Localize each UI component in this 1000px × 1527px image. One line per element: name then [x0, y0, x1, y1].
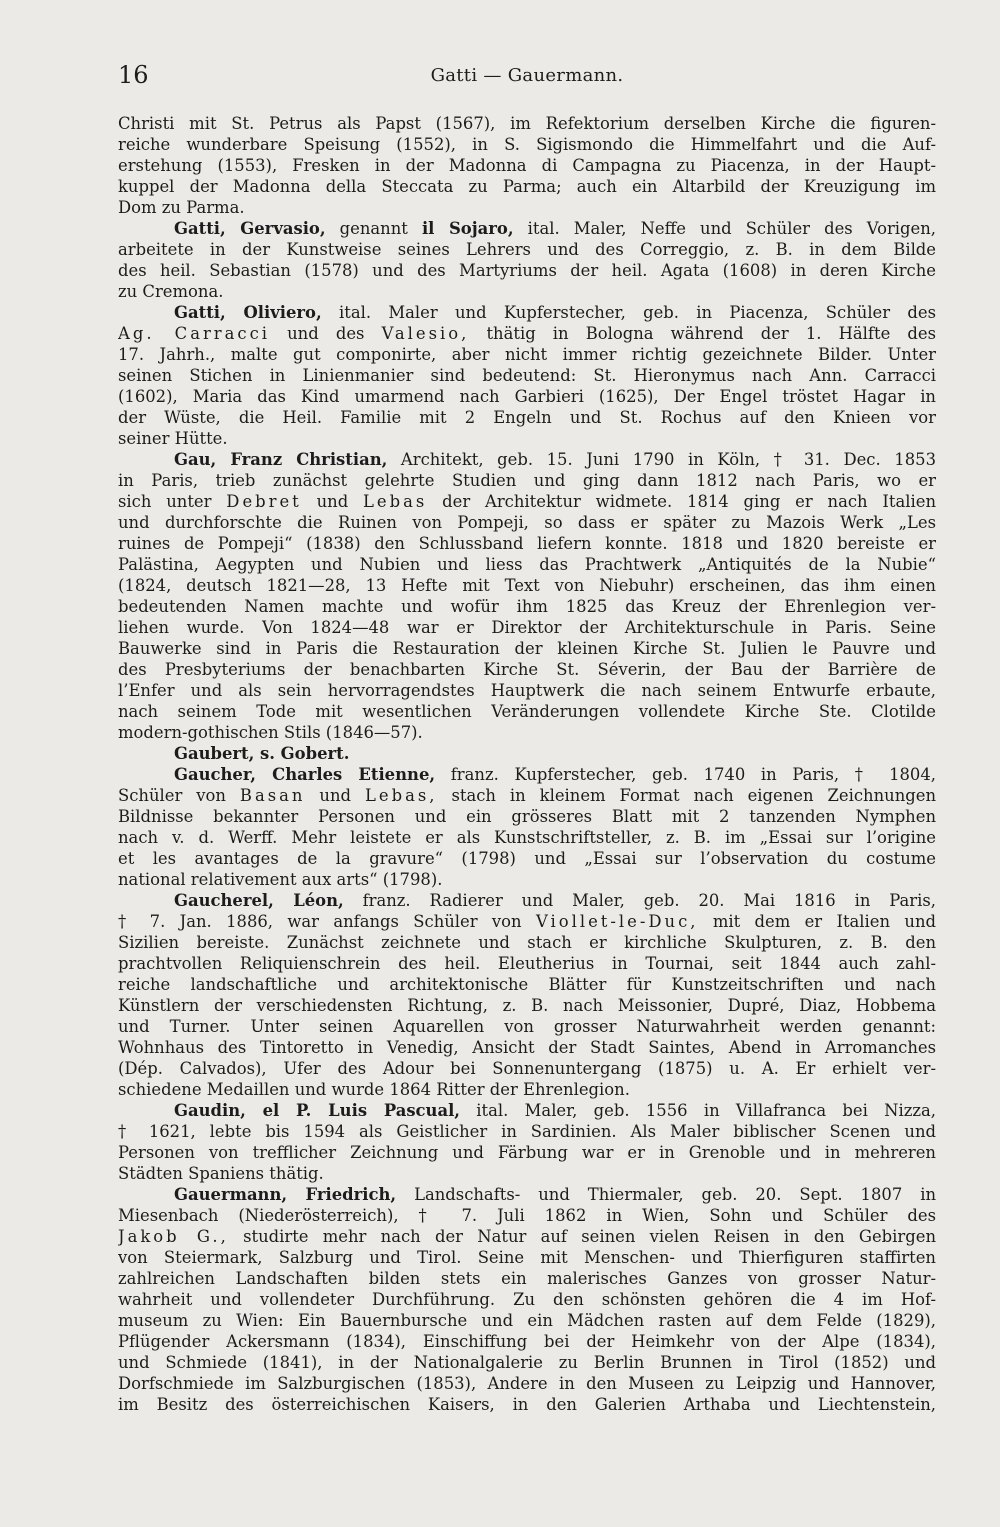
- text-run: Bildnisse bekannter Personen und ein grösseres Blatt mit 2 tanzenden Nymphen: [118, 807, 936, 826]
- text-run: Architekt, geb. 15. Juni 1790 in Köln, † 31. Dec. 1853: [387, 450, 936, 469]
- text-line: [118, 806, 936, 827]
- text-run: Künstlern der verschiedensten Richtung, z. B. nach Meissonier, Dupré, Diaz, Hobbema: [118, 996, 936, 1015]
- text-line: [118, 911, 936, 932]
- text-line: [118, 197, 936, 218]
- text-run: und Schmiede (1841), in der Nationalgalerie zu Berlin Brunnen in Tirol (1852) und: [118, 1353, 936, 1372]
- text-line: [118, 239, 936, 260]
- text-line: [118, 1352, 936, 1373]
- text-run: im Besitz des österreichischen Kaisers, in den Galerien Arthaba und Liechtenstein,: [118, 1395, 936, 1414]
- text-line: [118, 470, 936, 491]
- text-run: 17. Jahrh., malte gut componirte, aber nicht immer richtig gezeichnete Bilder. Unter: [118, 345, 936, 364]
- text-line: [118, 953, 936, 974]
- text-line: [118, 1163, 936, 1184]
- entry-headword: Gau, Franz Christian,: [174, 450, 388, 469]
- text-run: Bauwerke sind in Paris die Restauration der kleinen Kirche St. Julien le Pauvre und: [118, 639, 936, 658]
- text-run: schiedene Medaillen und wurde 1864 Ritter der Ehrenlegion.: [118, 1080, 630, 1099]
- text-line: [118, 617, 936, 638]
- text-line: [118, 1226, 936, 1247]
- entry-headword: il Sojaro,: [421, 219, 514, 238]
- text-run: seiner Hütte.: [118, 429, 228, 448]
- spaced-name: Debret: [226, 492, 302, 511]
- text-line: [118, 386, 936, 407]
- text-line: [118, 512, 936, 533]
- text-run: franz. Kupferstecher, geb. 1740 in Paris, † 1804,: [435, 765, 936, 784]
- page-number: 16: [118, 61, 149, 89]
- text-run: reiche landschaftliche und architektonische Blätter für Kunstzeitschriften und nach: [118, 975, 936, 994]
- text-line: [118, 449, 936, 470]
- text-line: [118, 659, 936, 680]
- text-line: [118, 1289, 936, 1310]
- spaced-name: Ag. Carracci: [118, 324, 271, 343]
- text-run: stach in kleinem Format nach eigenen Zeichnungen: [437, 786, 936, 805]
- text-run: ruines de Pompeji“ (1838) den Schlussband liefern konnte. 1818 und 1820 bereiste er: [118, 534, 936, 553]
- text-run: und des: [270, 324, 382, 343]
- text-run: und durchforschte die Ruinen von Pompeji, so dass er später zu Mazois Werk „Les: [118, 513, 936, 532]
- text-run: Wohnhaus des Tintoretto in Venedig, Ansicht der Stadt Saintes, Abend in Arromanches: [118, 1038, 936, 1057]
- text-run: erstehung (1553), Fresken in der Madonna di Campagna zu Piacenza, in der Haupt-: [118, 156, 936, 175]
- text-run: ital. Maler, geb. 1556 in Villafranca bei Nizza,: [460, 1101, 936, 1120]
- entry-headword: Gatti, Gervasio,: [174, 219, 326, 238]
- text-line: [118, 407, 936, 428]
- text-line: [118, 491, 936, 512]
- spaced-name: Lebas: [363, 492, 428, 511]
- text-run: arbeitete in der Kunstweise seines Lehrers und des Correggio, z. B. in dem Bilde: [118, 240, 936, 259]
- text-line: [118, 1016, 936, 1037]
- text-run: Pflügender Ackersmann (1834), Einschiffung bei der Heimkehr von der Alpe (1834),: [118, 1332, 936, 1351]
- text-run: liehen wurde. Von 1824—48 war er Direktor der Architekturschule in Paris. Seine: [118, 618, 936, 637]
- text-line: [118, 1079, 936, 1100]
- text-line: [118, 722, 936, 743]
- text-run: modern-gothischen Stils (1846—57).: [118, 723, 423, 742]
- text-line: [118, 1205, 936, 1226]
- text-run: Dom zu Parma.: [118, 198, 245, 217]
- text-run: zahlreichen Landschaften bilden stets ein malerisches Ganzes von grosser Natur-: [118, 1269, 936, 1288]
- text-run: nach seinem Tode mit wesentlichen Veränderungen vollendete Kirche Ste. Clotilde: [118, 702, 936, 721]
- text-line: [118, 302, 936, 323]
- page-header: [118, 60, 936, 94]
- text-run: Sizilien bereiste. Zunächst zeichnete und stach er kirchliche Skulpturen, z. B. den: [118, 933, 936, 952]
- text-line: [118, 1394, 936, 1415]
- text-run: seinen Stichen in Linienmanier sind bedeutend: St. Hieronymus nach Ann. Carracci: [118, 366, 936, 385]
- spaced-name: Valesio,: [381, 324, 470, 343]
- entry-headword: Gaubert, s. Gobert.: [174, 744, 350, 763]
- text-run: ital. Maler, Neffe und Schüler des Vorigen,: [513, 219, 936, 238]
- text-run: (1824, deutsch 1821—28, 13 Hefte mit Text von Niebuhr) erscheinen, das ihm einen: [118, 576, 936, 595]
- text-run: des Presbyteriums der benachbarten Kirche St. Séverin, der Bau der Barrière de: [118, 660, 936, 679]
- text-run: und: [301, 492, 364, 511]
- text-run: ital. Maler und Kupferstecher, geb. in Piacenza, Schüler des: [321, 303, 936, 322]
- text-run: von Steiermark, Salzburg und Tirol. Seine mit Menschen- und Thierfiguren staffirten: [118, 1248, 936, 1267]
- entry-headword: Gaucher, Charles Etienne,: [174, 765, 436, 784]
- text-line: [118, 1310, 936, 1331]
- text-run: zu Cremona.: [118, 282, 224, 301]
- text-line: [118, 1247, 936, 1268]
- entry-headword: Gauermann, Friedrich,: [174, 1185, 397, 1204]
- text-run: † 1621, lebte bis 1594 als Geistlicher in Sardinien. Als Maler biblischer Scenen und: [118, 1122, 936, 1141]
- text-line: [118, 638, 936, 659]
- text-line: [118, 743, 936, 764]
- text-line: [118, 113, 936, 134]
- text-line: [118, 281, 936, 302]
- text-run: et les avantages de la gravure“ (1798) und „Essai sur l’observation du costume: [118, 849, 936, 868]
- spaced-name: Viollet-le-Duc,: [535, 912, 699, 931]
- text-line: [118, 848, 936, 869]
- text-line: [118, 1100, 936, 1121]
- text-run: (Dép. Calvados), Ufer des Adour bei Sonnenuntergang (1875) u. A. Er erhielt ver-: [118, 1059, 936, 1078]
- text-run: Landschafts- und Thiermaler, geb. 20. Sept. 1807 in: [396, 1185, 936, 1204]
- text-run: national relativement aux arts“ (1798).: [118, 870, 443, 889]
- text-run: Christi mit St. Petrus als Papst (1567), im Refektorium derselben Kirche die figuren-: [118, 114, 936, 133]
- text-run: Miesenbach (Niederösterreich), † 7. Juli 1862 in Wien, Sohn und Schüler des: [118, 1206, 936, 1225]
- text-line: [118, 554, 936, 575]
- text-line: [118, 764, 936, 785]
- text-line: [118, 176, 936, 197]
- text-line: [118, 932, 936, 953]
- text-line: [118, 1037, 936, 1058]
- text-line: [118, 1373, 936, 1394]
- text-run: reiche wunderbare Speisung (1552), in S. Sigismondo die Himmelfahrt und die Auf-: [118, 135, 936, 154]
- text-run: studirte mehr nach der Natur auf seinen vielen Reisen in den Gebirgen: [228, 1227, 936, 1246]
- text-line: [118, 365, 936, 386]
- text-run: nach v. d. Werff. Mehr leistete er als Kunstschriftsteller, z. B. im „Essai sur l’origine: [118, 828, 936, 847]
- text-line: [118, 680, 936, 701]
- text-line: [118, 1058, 936, 1079]
- text-run: (1602), Maria das Kind umarmend nach Garbieri (1625), Der Engel tröstet Hagar in: [118, 387, 936, 406]
- entry-headword: Gaucherel, Léon,: [174, 891, 344, 910]
- text-line: [118, 1142, 936, 1163]
- text-line: [118, 575, 936, 596]
- text-line: [118, 428, 936, 449]
- running-head: Gatti — Gauermann.: [430, 65, 624, 86]
- spaced-name: Lebas,: [365, 786, 438, 805]
- text-run: Schüler von: [118, 786, 240, 805]
- text-line: [118, 218, 936, 239]
- text-run: l’Enfer und als sein hervorragendstes Hauptwerk die nach seinem Entwurfe erbaute,: [118, 681, 936, 700]
- text-run: in Paris, trieb zunächst gelehrte Studien und ging dann 1812 nach Paris, wo er: [118, 471, 936, 490]
- body-text: [118, 113, 936, 1415]
- text-run: franz. Radierer und Maler, geb. 20. Mai 1816 in Paris,: [343, 891, 936, 910]
- text-line: [118, 1184, 936, 1205]
- spaced-name: Basan: [239, 786, 306, 805]
- text-run: thätig in Bologna während der 1. Hälfte des: [469, 324, 936, 343]
- text-line: [118, 869, 936, 890]
- entry-headword: Gaudin, el P. Luis Pascual,: [174, 1101, 461, 1120]
- text-line: [118, 344, 936, 365]
- text-run: museum zu Wien: Ein Bauernbursche und ein Mädchen rasten auf dem Felde (1829),: [118, 1311, 936, 1330]
- text-line: [118, 596, 936, 617]
- text-run: des heil. Sebastian (1578) und des Martyriums der heil. Agata (1608) in deren Kirche: [118, 261, 936, 280]
- entry-headword: Gatti, Oliviero,: [174, 303, 322, 322]
- text-run: genannt: [325, 219, 422, 238]
- text-run: der Wüste, die Heil. Familie mit 2 Engeln und St. Rochus auf den Knieen vor: [118, 408, 936, 427]
- text-line: [118, 890, 936, 911]
- text-line: [118, 323, 936, 344]
- text-run: bedeutenden Namen machte und wofür ihm 1825 das Kreuz der Ehrenlegion ver-: [118, 597, 936, 616]
- text-run: Dorfschmiede im Salzburgischen (1853), Andere in den Museen zu Leipzig und Hannover,: [118, 1374, 936, 1393]
- text-run: Palästina, Aegypten und Nubien und liess das Prachtwerk „Antiquités de la Nubie“: [118, 555, 936, 574]
- text-line: [118, 974, 936, 995]
- text-line: [118, 1331, 936, 1352]
- text-run: mit dem er Italien und: [698, 912, 936, 931]
- text-run: der Architektur widmete. 1814 ging er nach Italien: [427, 492, 936, 511]
- text-line: [118, 785, 936, 806]
- text-run: und Turner. Unter seinen Aquarellen von grosser Naturwahrheit werden genannt:: [118, 1017, 936, 1036]
- text-line: [118, 827, 936, 848]
- text-run: Städten Spaniens thätig.: [118, 1164, 324, 1183]
- text-line: [118, 1268, 936, 1289]
- text-line: [118, 134, 936, 155]
- text-line: [118, 155, 936, 176]
- text-run: Personen von trefflicher Zeichnung und Färbung war er in Grenoble und in mehreren: [118, 1143, 936, 1162]
- text-line: [118, 701, 936, 722]
- text-line: [118, 260, 936, 281]
- text-run: wahrheit und vollendeter Durchführung. Zu den schönsten gehören die 4 im Hof-: [118, 1290, 936, 1309]
- text-line: [118, 533, 936, 554]
- text-run: † 7. Jan. 1886, war anfangs Schüler von: [118, 912, 536, 931]
- spaced-name: Jakob G.,: [118, 1227, 229, 1246]
- text-run: kuppel der Madonna della Steccata zu Parma; auch ein Altarbild der Kreuzigung im: [118, 177, 936, 196]
- text-line: [118, 1121, 936, 1142]
- text-run: sich unter: [118, 492, 227, 511]
- text-line: [118, 995, 936, 1016]
- text-run: prachtvollen Reliquienschrein des heil. Eleutherius in Tournai, seit 1844 auch zahl-: [118, 954, 936, 973]
- text-run: und: [305, 786, 365, 805]
